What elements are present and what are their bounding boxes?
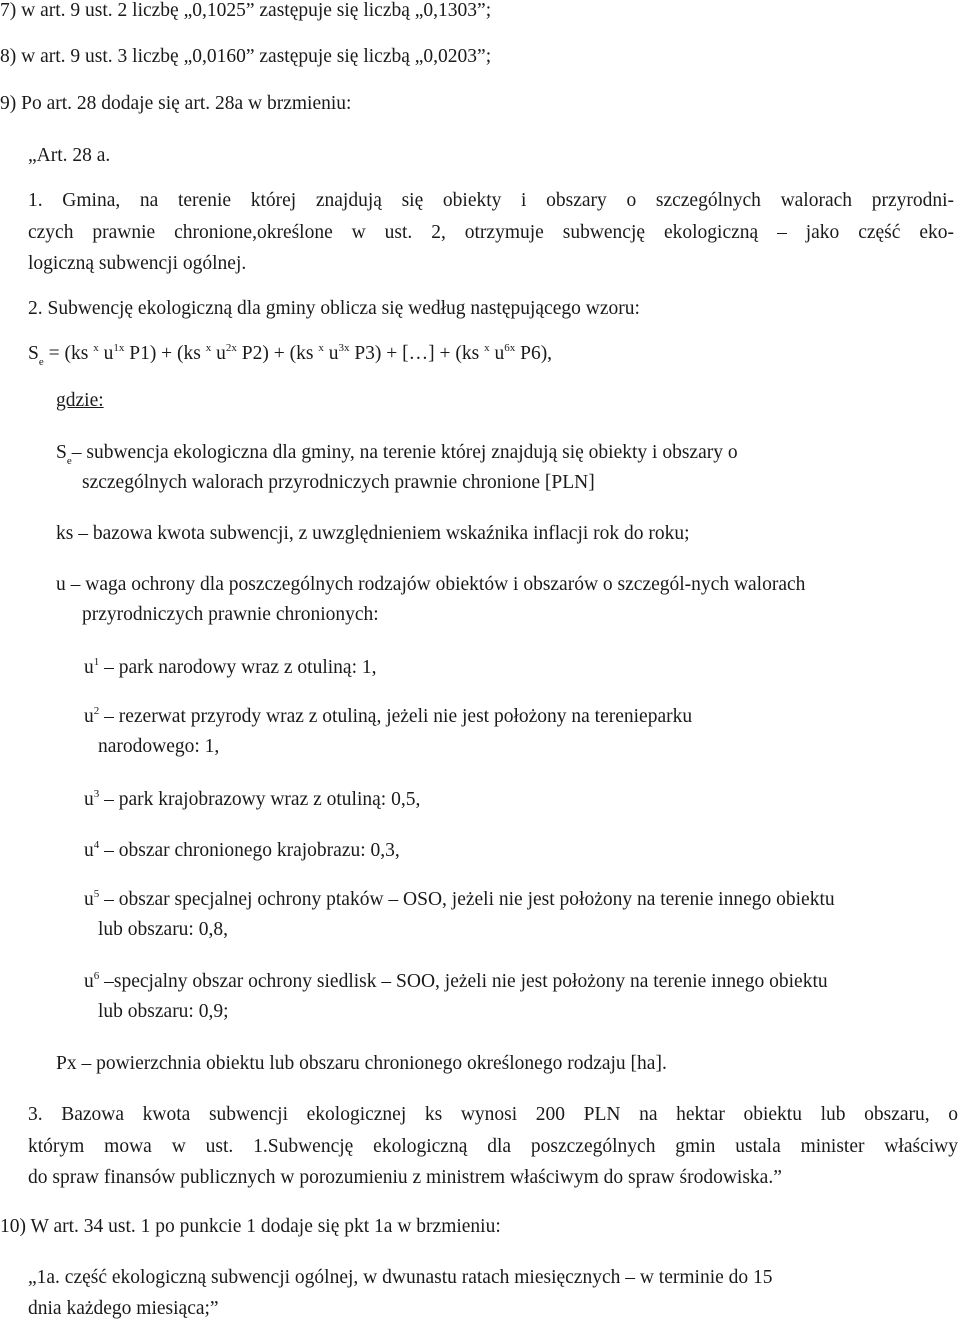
- paragraph-1a-line-2: dnia każdego miesiąca;”: [28, 1298, 219, 1319]
- weight-u5-text: – obszar specjalnej ochrony ptaków – OSO, jeżeli nie jest położony na terenie innego obiektu: [99, 889, 835, 910]
- definition-u-line-1: u – waga ochrony dla poszczególnych rodzajów obiektów i obszarów o szczegól-nych walorach: [56, 574, 806, 595]
- formula-times-3: x: [318, 341, 324, 354]
- weight-u1: [84, 653, 954, 683]
- weight-u6-letter: u: [84, 971, 94, 992]
- weight-u4-text: – obszar chronionego krajobrazu: 0,3,: [99, 840, 400, 861]
- article-title: „Art. 28 a.: [28, 145, 111, 166]
- weight-u5-letter: u: [84, 889, 94, 910]
- weight-u2-letter: u: [84, 706, 94, 727]
- formula-text-4: u: [211, 343, 226, 364]
- weight-u6-text: –specjalny obszar ochrony siedlisk – SOO, jeżeli nie jest położony na terenie innego obiektu: [99, 971, 828, 992]
- paragraph-3-line-1: 3. Bazowa kwota subwencji ekologicznej ks wynosi 200 PLN na hektar obiektu lub obszaru, o: [28, 1104, 958, 1125]
- paragraph-1-line-1: 1. Gmina, na terenie której znajdują się obiekty i obszary o szczególnych walorach przyrodni-: [28, 190, 954, 211]
- definition-se: [56, 438, 946, 498]
- definition-u-line-2: przyrodniczych prawnie chronionych:: [82, 604, 379, 625]
- definition-se-s: S: [56, 442, 67, 463]
- paragraph-3-line-3: do spraw finansów publicznych w porozumieniu z ministrem właściwym do spraw środowiska.”: [28, 1167, 782, 1188]
- formula-times-2: x: [205, 341, 212, 354]
- weight-u6-sup: 6: [93, 969, 100, 982]
- gdzie-label: gdzie:: [56, 390, 104, 411]
- weight-u3: [84, 785, 954, 815]
- formula-text-3: P1) + (ks: [124, 343, 206, 364]
- definition-px: Px – powierzchnia obiektu lub obszaru chronionego określonego rodzaju [ha].: [56, 1053, 667, 1074]
- formula-sub-e: e: [38, 355, 44, 368]
- list-item-8: 8) w art. 9 ust. 3 liczbę „0,0160” zastępuje się liczbą „0,0203”;: [0, 46, 492, 67]
- weight-u1-letter: u: [84, 657, 94, 678]
- formula-times-4: x: [484, 341, 490, 354]
- weight-u1-text: – park narodowy wraz z otuliną: 1,: [99, 657, 377, 678]
- weight-u4: [84, 836, 954, 866]
- weight-u1-sup: 1: [93, 655, 100, 668]
- definition-se-text: – subwencja ekologiczna dla gminy, na terenie której znajdują się obiekty i obszary o: [71, 442, 738, 463]
- paragraph-1-line-2: czych prawnie chronione,określone w ust. 2, otrzymuje subwencję ekologiczną – jako część eko-: [28, 222, 954, 243]
- formula-text-1: = (ks: [43, 343, 94, 364]
- formula-sup-3: 3x: [338, 341, 350, 354]
- formula-s: S: [28, 343, 39, 364]
- weight-u2: [84, 702, 954, 762]
- weight-u2-line-2: narodowego: 1,: [98, 736, 220, 757]
- weight-u4-sup: 4: [93, 838, 100, 851]
- formula-sup-4: 6x: [504, 341, 516, 354]
- weight-u3-letter: u: [84, 789, 94, 810]
- paragraph-1-line-3: logiczną subwencji ogólnej.: [28, 253, 247, 274]
- definition-u: [56, 570, 946, 630]
- weight-u5: [84, 885, 954, 945]
- weight-u3-text: – park krajobrazowy wraz z otuliną: 0,5,: [99, 789, 421, 810]
- list-item-10: 10) W art. 34 ust. 1 po punkcie 1 dodaje się pkt 1a w brzmieniu:: [0, 1216, 501, 1237]
- formula-text-5: P2) + (ks: [236, 343, 319, 364]
- formula-text-9: P6),: [515, 343, 553, 364]
- paragraph-3-line-2: którym mowa w ust. 1.Subwencję ekologiczną dla poszczególnych gmin ustala minister właściwy: [28, 1136, 958, 1157]
- definition-se-line-2: szczególnych walorach przyrodniczych prawnie chronione [PLN]: [82, 472, 595, 493]
- list-item-7: 7) w art. 9 ust. 2 liczbę „0,1025” zastępuje się liczbą „0,1303”;: [0, 0, 492, 21]
- formula: [28, 339, 552, 369]
- formula-text-2: u: [98, 343, 114, 364]
- weight-u2-text: – rezerwat przyrody wraz z otuliną, jeżeli nie jest położony na terenieparku: [99, 706, 693, 727]
- weight-u3-sup: 3: [93, 787, 100, 800]
- formula-sup-1: 1x: [113, 341, 125, 354]
- paragraph-2: 2. Subwencję ekologiczną dla gminy oblicza się według następującego wzoru:: [28, 298, 640, 319]
- weight-u5-sup: 5: [93, 887, 100, 900]
- definition-se-sub: e: [66, 454, 72, 467]
- formula-times-1: x: [93, 341, 99, 354]
- list-item-9: 9) Po art. 28 dodaje się art. 28a w brzmieniu:: [0, 93, 352, 114]
- weight-u6: [84, 967, 954, 1027]
- definition-ks: ks – bazowa kwota subwencji, z uwzględnieniem wskaźnika inflacji rok do roku;: [56, 523, 690, 544]
- formula-text-8: u: [489, 343, 505, 364]
- weight-u5-line-2: lub obszaru: 0,8,: [98, 919, 228, 940]
- definition-se-line-1: [56, 438, 946, 468]
- weight-u4-letter: u: [84, 840, 94, 861]
- weight-u2-sup: 2: [93, 704, 100, 717]
- formula-sup-2: 2x: [225, 341, 237, 354]
- weight-u6-line-2: lub obszaru: 0,9;: [98, 1001, 229, 1022]
- formula-text-6: u: [323, 343, 339, 364]
- paragraph-1a-line-1: „1a. część ekologiczną subwencji ogólnej, w dwunastu ratach miesięcznych – w terminie do 15: [28, 1267, 773, 1288]
- formula-text-7: P3) + […] + (ks: [349, 343, 485, 364]
